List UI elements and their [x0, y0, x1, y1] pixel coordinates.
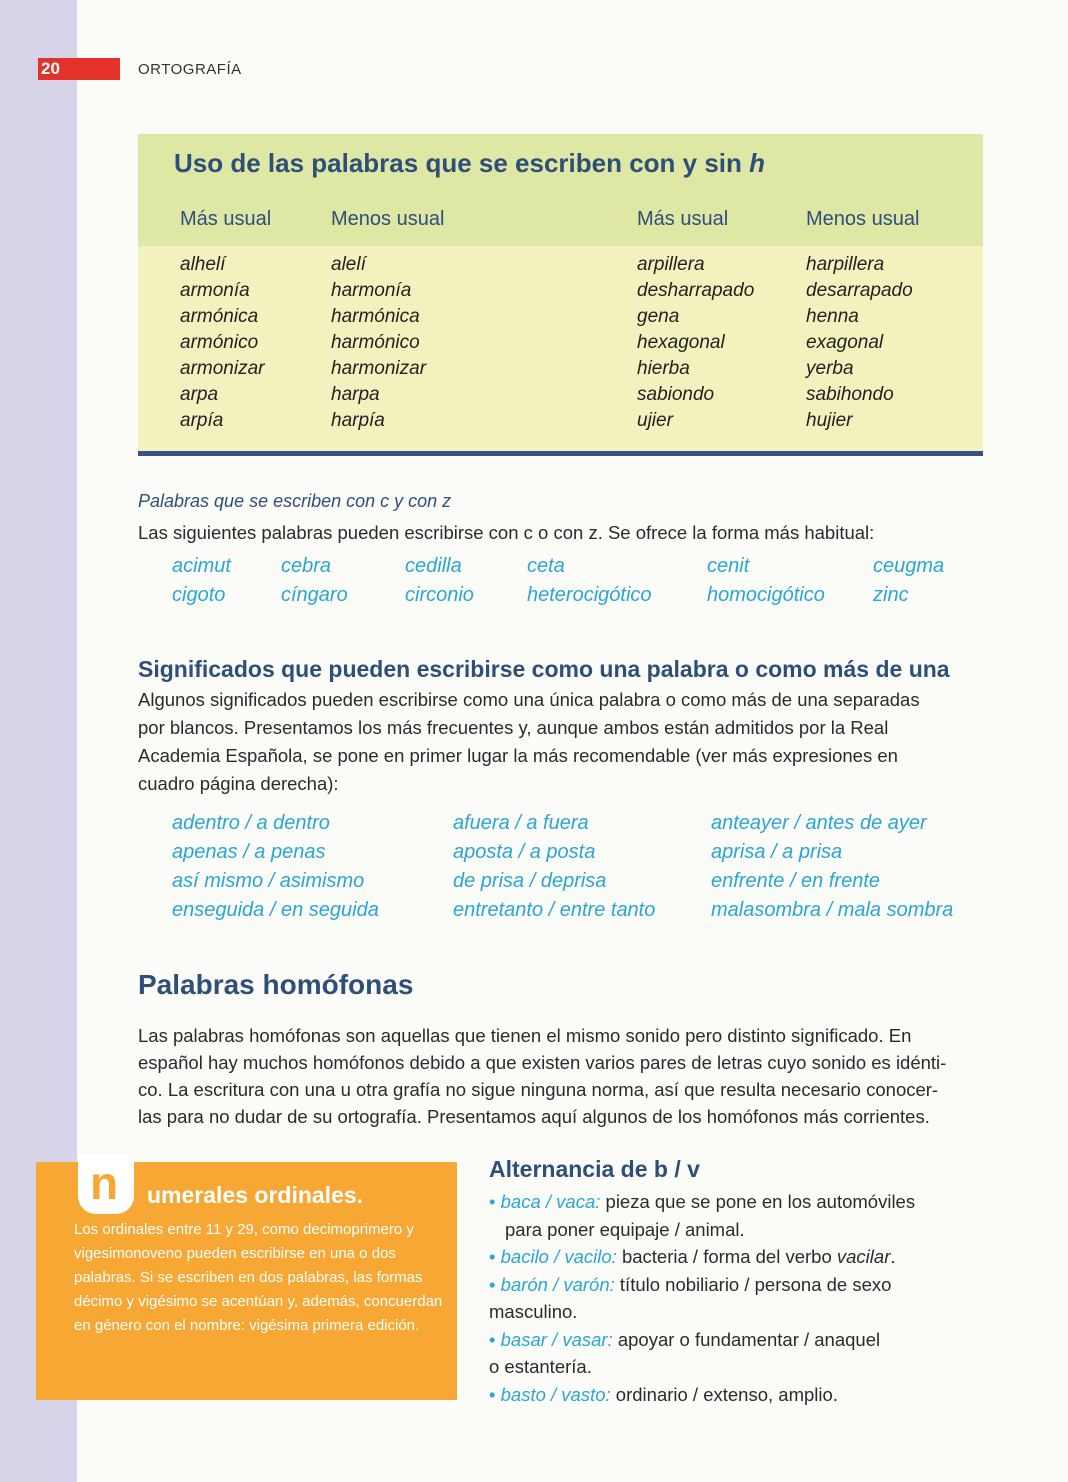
word: hujier: [806, 410, 853, 431]
significado-pair: adentro / a dentro: [172, 812, 330, 834]
homofonas-line: co. La escritura con una u otra grafía no sigue ninguna norma, así que resulta necesario conocer-: [138, 1079, 939, 1100]
bullet-icon: •: [489, 1191, 496, 1212]
word: exagonal: [806, 332, 884, 353]
definition: bacteria / forma del verbo: [616, 1246, 837, 1267]
bullet-icon: •: [489, 1273, 496, 1295]
word: hexagonal: [637, 332, 725, 353]
alternancia-list: [489, 1188, 969, 1408]
cz-word: acimut: [172, 555, 231, 577]
definition: ordinario / extenso, amplio.: [610, 1383, 838, 1405]
section-header: ORTOGRAFÍA: [138, 61, 242, 78]
word: arpía: [180, 410, 224, 431]
word: harmonía: [331, 280, 412, 301]
homofonas-heading: Palabras homófonas: [138, 969, 414, 1000]
h-box-title-text: Uso de las palabras que se escriben con y sin: [174, 148, 742, 178]
significado-pair: enseguida / en seguida: [172, 899, 379, 921]
h-column-2: [331, 252, 426, 434]
homofonas-line: Las palabras homófonas son aquellas que tienen el mismo sonido pero distinto significado. En: [138, 1025, 912, 1046]
word: harmónica: [331, 306, 420, 327]
cz-intro: Las siguientes palabras pueden escribirse con c o con z. Se ofrece la forma más habitual:: [138, 522, 875, 543]
significado-pair: entretanto / entre tanto: [453, 899, 656, 921]
significado-pair: afuera / a fuera: [453, 812, 589, 834]
definition: título nobiliario / persona de sexo: [614, 1273, 892, 1295]
definition: pieza que se pone en los automóviles: [600, 1191, 916, 1212]
word: alhelí: [180, 254, 226, 275]
list-item: [489, 1326, 969, 1381]
list-item: [489, 1271, 969, 1326]
cz-word: circonio: [405, 584, 474, 606]
word: arpa: [180, 384, 219, 405]
word: yerba: [806, 358, 854, 379]
h-box-title: [174, 148, 765, 179]
significado-pair: malasombra / mala sombra: [711, 899, 954, 921]
word: harpa: [331, 384, 380, 405]
bullet-icon: •: [489, 1246, 496, 1267]
drop-cap-letter: n: [90, 1157, 119, 1209]
cz-word: heterocigótico: [527, 584, 652, 606]
word: harpillera: [806, 254, 885, 275]
cz-word: cebra: [281, 555, 332, 577]
word: armónica: [180, 306, 259, 327]
definition-cont: para poner equipaje / animal.: [505, 1218, 745, 1240]
significados-heading: Significados que pueden escribirse como una palabra o como más de una: [138, 656, 950, 682]
word: gena: [637, 306, 680, 327]
numerales-title: umerales ordinales.: [147, 1182, 364, 1208]
h-usage-box: [138, 134, 983, 456]
word: armonizar: [180, 358, 265, 379]
word: harmónico: [331, 332, 420, 353]
h-column-3: [637, 252, 754, 434]
bullet-icon: •: [489, 1328, 496, 1350]
definition-cont: o estantería.: [489, 1356, 592, 1377]
page-number: 20: [41, 59, 60, 78]
significados-line: Algunos significados pueden escribirse como una única palabra o como más de una separadas: [138, 689, 920, 710]
significado-pair: anteayer / antes de ayer: [711, 812, 927, 834]
cz-word: ceugma: [873, 555, 945, 577]
list-item: [489, 1243, 969, 1271]
significados-line: por blancos. Presentamos los más frecuentes y, aunque ambos están admitidos por la Real: [138, 717, 889, 738]
word: arpillera: [637, 254, 705, 275]
cz-word: ceta: [527, 555, 565, 577]
word: ujier: [637, 410, 673, 431]
homophone-pair: baca / vaca:: [500, 1191, 601, 1212]
homofonas-line: las para no dudar de su ortografía. Presentamos aquí algunos de los homófonos más corrientes.: [138, 1106, 930, 1127]
col-header-4: Menos usual: [806, 208, 920, 230]
homophone-pair: barón / varón:: [500, 1273, 615, 1295]
cz-word: cigoto: [172, 584, 226, 606]
col-header-2: Menos usual: [331, 208, 445, 230]
h-box-title-letter: h: [749, 148, 766, 178]
significado-pair: aprisa / a prisa: [711, 841, 843, 863]
homophone-pair: basto / vasto:: [500, 1383, 611, 1405]
significado-pair: enfrente / en frente: [711, 870, 881, 892]
word: harpía: [331, 410, 385, 431]
bullet-icon: •: [489, 1383, 496, 1405]
homofonas-line: español hay muchos homófonos debido a que existen varios pares de letras cuyo sonido es idénti-: [138, 1052, 947, 1073]
significado-pair: de prisa / deprisa: [453, 870, 607, 892]
col-header-1: Más usual: [180, 208, 272, 230]
cz-heading: Palabras que se escriben con c y con z: [138, 491, 452, 511]
cz-word: homocigótico: [707, 584, 825, 606]
word: desharrapado: [637, 280, 755, 301]
col-header-3: Más usual: [637, 208, 729, 230]
page-number-tab: [38, 58, 120, 80]
cz-word: zinc: [873, 584, 909, 606]
definition-cont: masculino.: [489, 1301, 578, 1322]
word: desarrapado: [806, 280, 913, 301]
word: armónico: [180, 332, 259, 353]
homophone-pair: basar / vasar:: [500, 1328, 613, 1350]
significados-line: cuadro página derecha):: [138, 773, 339, 794]
word: alelí: [331, 254, 366, 275]
word: harmonizar: [331, 358, 427, 379]
word: sabihondo: [806, 384, 894, 405]
alternancia-heading: Alternancia de b / v: [489, 1156, 700, 1182]
significados-line: Academia Española, se pone en primer lugar la más recomendable (ver más expresiones en: [138, 745, 898, 766]
significado-pair: aposta / a posta: [453, 841, 596, 863]
definition-end: .: [890, 1246, 896, 1267]
cz-word: cedilla: [405, 555, 462, 577]
definition-italic: vacilar: [836, 1246, 891, 1267]
numerales-note-box: [36, 1157, 457, 1400]
word: armonía: [180, 280, 250, 301]
h-column-4: [806, 252, 913, 434]
homophone-pair: bacilo / vacilo:: [500, 1246, 617, 1267]
h-column-1: [180, 252, 264, 434]
word: henna: [806, 306, 859, 327]
list-item: [489, 1188, 969, 1243]
word: hierba: [637, 358, 690, 379]
significado-pair: apenas / a penas: [172, 841, 326, 863]
drop-cap-tab: [78, 1154, 134, 1214]
list-item: [489, 1381, 969, 1409]
cz-word: cenit: [707, 555, 750, 577]
word: sabiondo: [637, 384, 715, 405]
h-box-bottom-rule: [138, 451, 983, 456]
cz-word: cíngaro: [281, 584, 348, 606]
significado-pair: así mismo / asimismo: [172, 870, 365, 892]
definition: apoyar o fundamentar / anaquel: [612, 1328, 881, 1350]
numerales-text: Los ordinales entre 11 y 29, como decimoprimero y vigesimonoveno pueden escribirse en una o dos palabras. Si se escriben en dos palabras, las formas décimo y vigésimo se acentúan y, además, concuerdan en género con el nombre: vigésima primera edición.: [74, 1221, 443, 1334]
